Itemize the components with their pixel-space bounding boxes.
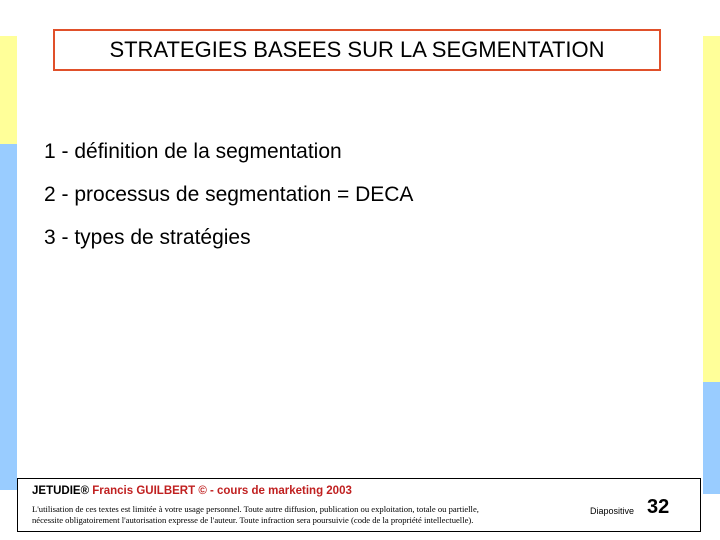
right-yellow-accent-bar xyxy=(703,36,720,382)
bullet-item-3: 3 - types de stratégies xyxy=(44,226,251,249)
footer-brand-name: JETUDIE® xyxy=(32,485,90,497)
slide-number-label: Diapositive xyxy=(590,506,635,516)
footer-legal-line-2: nécessite obligatoirement l'autorisation expresse de l'auteur. Toute infraction sera poursuivie (code de la propriété intellectuelle). xyxy=(32,515,474,525)
slide-number: 32 xyxy=(647,496,670,518)
left-blue-accent-bar xyxy=(0,144,17,490)
bullet-item-1: 1 - définition de la segmentation xyxy=(44,140,342,163)
slide-title-box xyxy=(53,29,661,71)
footer-legal-notice xyxy=(32,504,592,526)
slide-footer xyxy=(17,478,701,532)
left-yellow-accent-bar xyxy=(0,36,17,144)
footer-author: Francis GUILBERT © - cours de marketing 2003 xyxy=(89,485,352,497)
right-blue-accent-bar xyxy=(703,382,720,494)
footer-copyright xyxy=(32,485,352,497)
footer-legal-line-1: L'utilisation de ces textes est limitée à votre usage personnel. Toute autre diffusion, publication ou exploitation, totale ou partielle, xyxy=(32,504,479,514)
bullet-item-2: 2 - processus de segmentation = DECA xyxy=(44,183,414,206)
slide-title: STRATEGIES BASEES SUR LA SEGMENTATION xyxy=(109,37,605,62)
